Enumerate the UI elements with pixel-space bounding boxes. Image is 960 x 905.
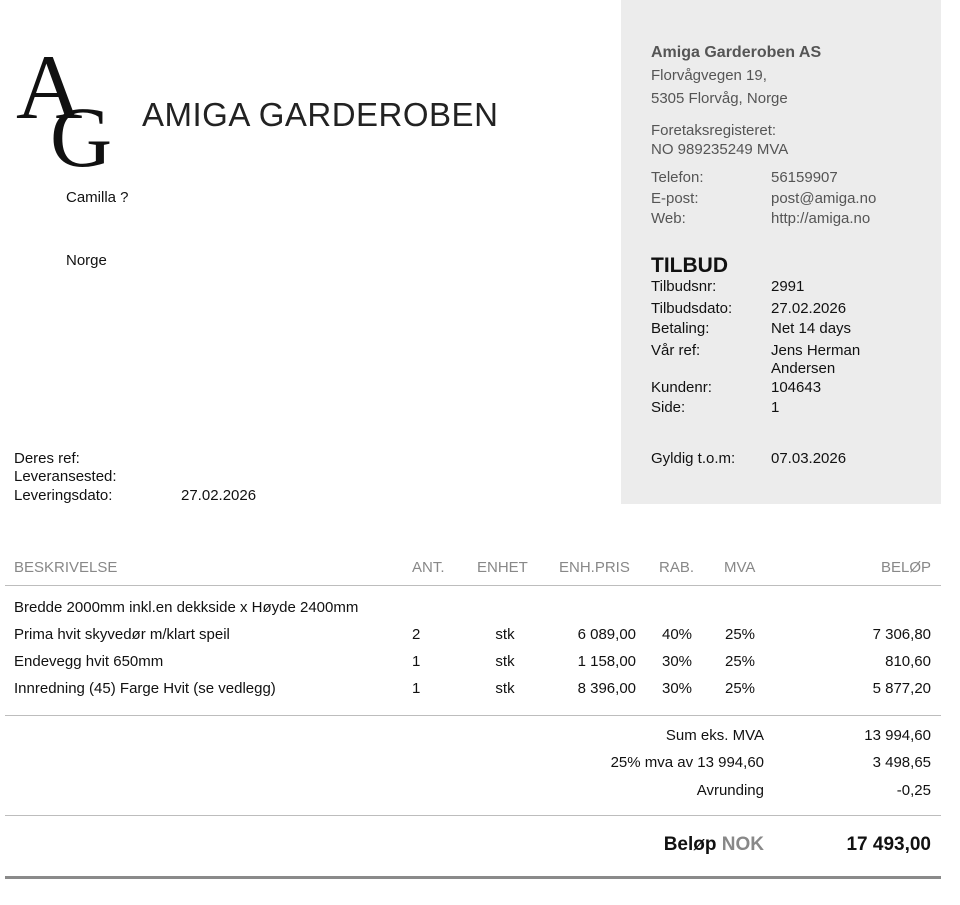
row-unit: stk [495,626,515,643]
customer-country: Norge [66,252,107,269]
registry-value: NO 989235249 MVA [651,141,789,158]
col-header-qty: ANT. [412,559,445,576]
row-vat: 25% [725,626,756,643]
row-amount: 7 306,80 [872,626,931,643]
row-unit-price: 8 396,00 [577,680,636,697]
row-amount: 810,60 [885,653,931,670]
total-bottom-rule [5,876,941,879]
row-unit: stk [495,680,515,697]
row-amount: 5 877,20 [872,680,931,697]
row-unit: stk [495,653,515,670]
our-ref-value: Jens Herman Andersen [771,342,861,377]
subtotal-value: 13 994,60 [864,727,931,744]
row-unit-price: 6 089,00 [577,626,636,643]
total-label [664,834,764,856]
document-title: TILBUD [651,254,728,277]
row-description: Innredning (45) Farge Hvit (se vedlegg) [14,680,276,697]
phone-label: Telefon: [651,169,704,186]
phone-value: 56159907 [771,169,838,186]
email-link[interactable]: post@amiga.no [771,190,877,207]
col-header-unit-price: ENH.PRIS [559,559,630,576]
delivery-date-label: Leveringsdato: [14,487,113,504]
line-note: Bredde 2000mm inkl.en dekkside x Høyde 2400mm [14,599,359,616]
web-label: Web: [651,210,686,227]
email-label: E-post: [651,190,699,207]
payment-label: Betaling: [651,320,710,337]
row-vat: 25% [725,680,756,697]
delivery-date-value: 27.02.2026 [181,487,257,504]
logo-letter-a: A [16,40,83,138]
offer-number-label: Tilbudsnr: [651,278,717,295]
vat-value: 3 498,65 [872,754,931,771]
col-header-discount: RAB. [659,559,695,576]
row-description: Endevegg hvit 650mm [14,653,164,670]
our-ref-label: Vår ref: [651,342,701,359]
row-qty: 1 [412,653,421,670]
customer-number-label: Kundenr: [651,379,712,396]
row-discount: 30% [662,653,693,670]
seller-name: Amiga Garderoben AS [651,44,822,61]
your-ref-label: Deres ref: [14,450,80,467]
subtotal-label: Sum eks. MVA [665,727,764,744]
row-description: Prima hvit skyvedør m/klart speil [14,626,230,643]
row-discount: 30% [662,680,693,697]
summary-divider [5,815,941,816]
page-value: 1 [771,399,780,416]
company-wordmark: AMIGA GARDEROBEN [142,96,499,133]
total-label-text: Beløp [663,834,717,855]
rows-divider [5,715,941,716]
company-logo-monogram [14,40,124,170]
delivery-place-label: Leveransested: [14,468,117,485]
header-divider [5,585,941,586]
seller-address-line2: 5305 Florvåg, Norge [651,90,788,107]
vat-label: 25% mva av 13 994,60 [610,754,764,771]
seller-address-line1: Florvågvegen 19, [651,67,767,84]
row-unit-price: 1 158,00 [577,653,636,670]
offer-date-value: 27.02.2026 [771,300,847,317]
total-currency: NOK [721,834,764,855]
rounding-value: -0,25 [896,782,931,799]
row-vat: 25% [725,653,756,670]
valid-until-value: 07.03.2026 [771,450,847,467]
web-link[interactable]: http://amiga.no [771,210,871,227]
offer-date-label: Tilbudsdato: [651,300,733,317]
row-discount: 40% [662,626,693,643]
registry-label: Foretaksregisteret: [651,122,777,139]
row-qty: 2 [412,626,421,643]
col-header-vat: MVA [724,559,756,576]
rounding-label: Avrunding [696,782,764,799]
col-header-unit: ENHET [477,559,528,576]
customer-name: Camilla ? [66,189,129,206]
row-qty: 1 [412,680,421,697]
logo-letter-g: G [50,89,113,170]
payment-value: Net 14 days [771,320,852,337]
page-label: Side: [651,399,686,416]
valid-until-label: Gyldig t.o.m: [651,450,736,467]
customer-number-value: 104643 [771,379,822,396]
col-header-description: BESKRIVELSE [14,559,118,576]
offer-number-value: 2991 [771,278,805,295]
total-amount: 17 493,00 [846,834,931,855]
col-header-amount: BELØP [880,559,931,576]
